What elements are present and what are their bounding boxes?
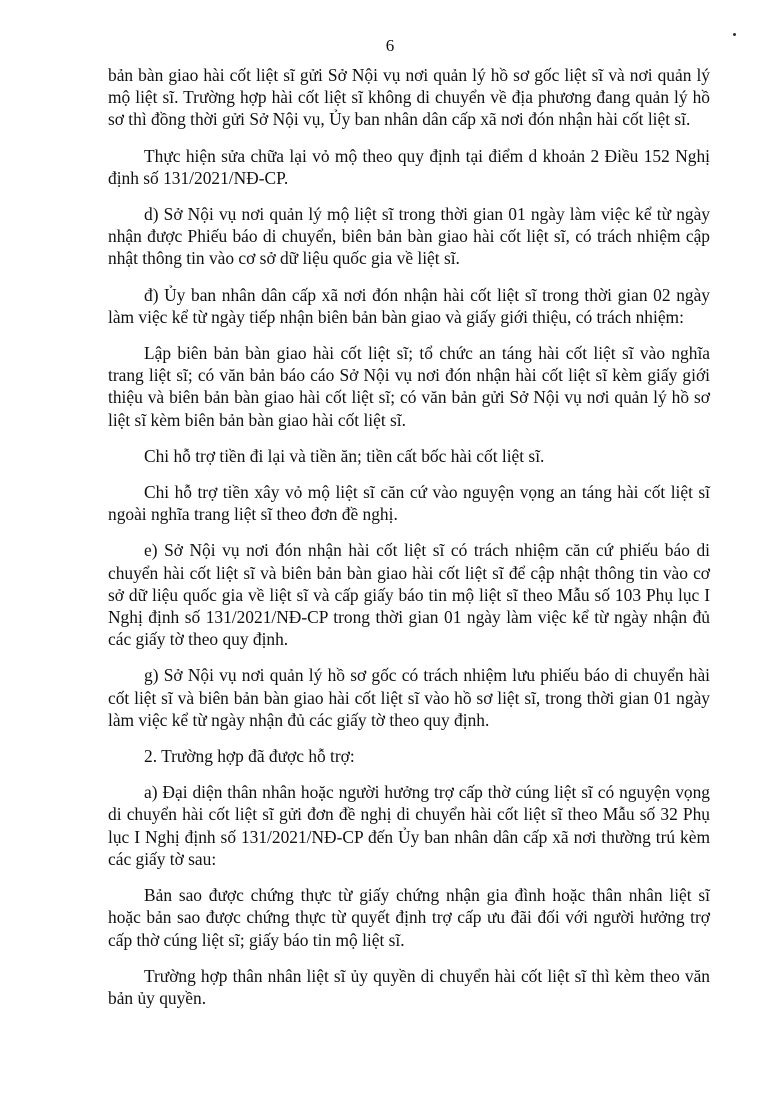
paragraph-a-relocation-request: a) Đại diện thân nhân hoặc người hưởng trợ cấp thờ cúng liệt sĩ có nguyện vọng di chuyển hài cốt liệt sĩ gửi đơn đề nghị di chuyển hài cốt liệt sĩ theo Mẫu số 32 Phụ lục I Nghị định số 131/2021/NĐ-CP đến Ủy ban nhân dân cấp xã nơi thường trú kèm các giấy tờ sau:	[108, 782, 710, 869]
paragraph-travel-support: Chi hỗ trợ tiền đi lại và tiền ăn; tiền cất bốc hài cốt liệt sĩ.	[144, 445, 545, 466]
paragraph-grave-repair: Thực hiện sửa chữa lại vỏ mộ theo quy định tại điểm d khoản 2 Điều 152 Nghị định số 131/2021/NĐ-CP.	[108, 145, 710, 188]
paragraph-g-original-records: g) Sở Nội vụ nơi quản lý hồ sơ gốc có trách nhiệm lưu phiếu báo di chuyển hài cốt liệt sĩ và biên bản bàn giao hài cốt liệt sĩ vào hồ sơ liệt sĩ, trong thời gian 01 ngày làm việc kể từ ngày nhận đủ các giấy tờ theo quy định.	[108, 665, 710, 730]
paragraph-certified-copies: Bản sao được chứng thực từ giấy chứng nhận gia đình hoặc thân nhân liệt sĩ hoặc bản sao được chứng thực từ quyết định trợ cấp ưu đãi đối với người hưởng trợ cấp thờ cúng liệt sĩ; giấy báo tin mộ liệt sĩ.	[108, 885, 710, 950]
paragraph-d-grave-management: d) Sở Nội vụ nơi quản lý mộ liệt sĩ trong thời gian 01 ngày làm việc kể từ ngày nhận được Phiếu báo di chuyển, biên bản bàn giao hài cốt liệt sĩ, có trách nhiệm cập nhật thông tin vào cơ sở dữ liệu quốc gia về liệt sĩ.	[108, 204, 710, 269]
paragraph-handover-minutes: Lập biên bản bàn giao hài cốt liệt sĩ; tổ chức an táng hài cốt liệt sĩ vào nghĩa trang liệt sĩ; có văn bản báo cáo Sở Nội vụ nơi đón nhận hài cốt liệt sĩ kèm giấy giới thiệu và biên bản bàn giao hài cốt liệt sĩ; có văn bản gửi Sở Nội vụ nơi quản lý hồ sơ liệt sĩ kèm biên bản bàn giao hài cốt liệt sĩ.	[108, 343, 710, 430]
paragraph-authorization: Trường hợp thân nhân liệt sĩ ủy quyền di chuyển hài cốt liệt sĩ thì kèm theo văn bản ủy quyền.	[108, 965, 710, 1008]
paragraph-handover-continuation: bản bàn giao hài cốt liệt sĩ gửi Sở Nội vụ nơi quản lý hồ sơ gốc liệt sĩ và nơi quản lý mộ liệt sĩ. Trường hợp hài cốt liệt sĩ không di chuyển về địa phương đang quản lý hồ sơ thì đồng thời gửi Sở Nội vụ, Ủy ban nhân dân cấp xã nơi đón nhận hài cốt liệt sĩ.	[108, 65, 710, 130]
paragraph-tomb-construction-support: Chi hỗ trợ tiền xây vỏ mộ liệt sĩ căn cứ vào nguyện vọng an táng hài cốt liệt sĩ ngoài nghĩa trang liệt sĩ theo đơn đề nghị.	[108, 482, 710, 525]
page-number: 6	[385, 36, 395, 55]
document-body	[108, 64, 710, 1023]
section-heading-already-supported: 2. Trường hợp đã được hỗ trợ:	[144, 746, 355, 767]
paragraph-dd-commune-committee: đ) Ủy ban nhân dân cấp xã nơi đón nhận hài cốt liệt sĩ trong thời gian 02 ngày làm việc kể từ ngày tiếp nhận biên bản bàn giao và giấy giới thiệu, có trách nhiệm:	[108, 284, 710, 327]
paragraph-e-receiving-department: e) Sở Nội vụ nơi đón nhận hài cốt liệt sĩ có trách nhiệm căn cứ phiếu báo di chuyển hài cốt liệt sĩ và biên bản bàn giao hài cốt liệt sĩ để cập nhật thông tin vào cơ sở dữ liệu quốc gia về liệt sĩ và cấp giấy báo tin mộ liệt sĩ theo Mẫu số 103 Phụ lục I Nghị định số 131/2021/NĐ-CP trong thời gian 01 ngày làm việc kể từ ngày nhận đủ các giấy tờ theo quy định.	[108, 540, 710, 650]
